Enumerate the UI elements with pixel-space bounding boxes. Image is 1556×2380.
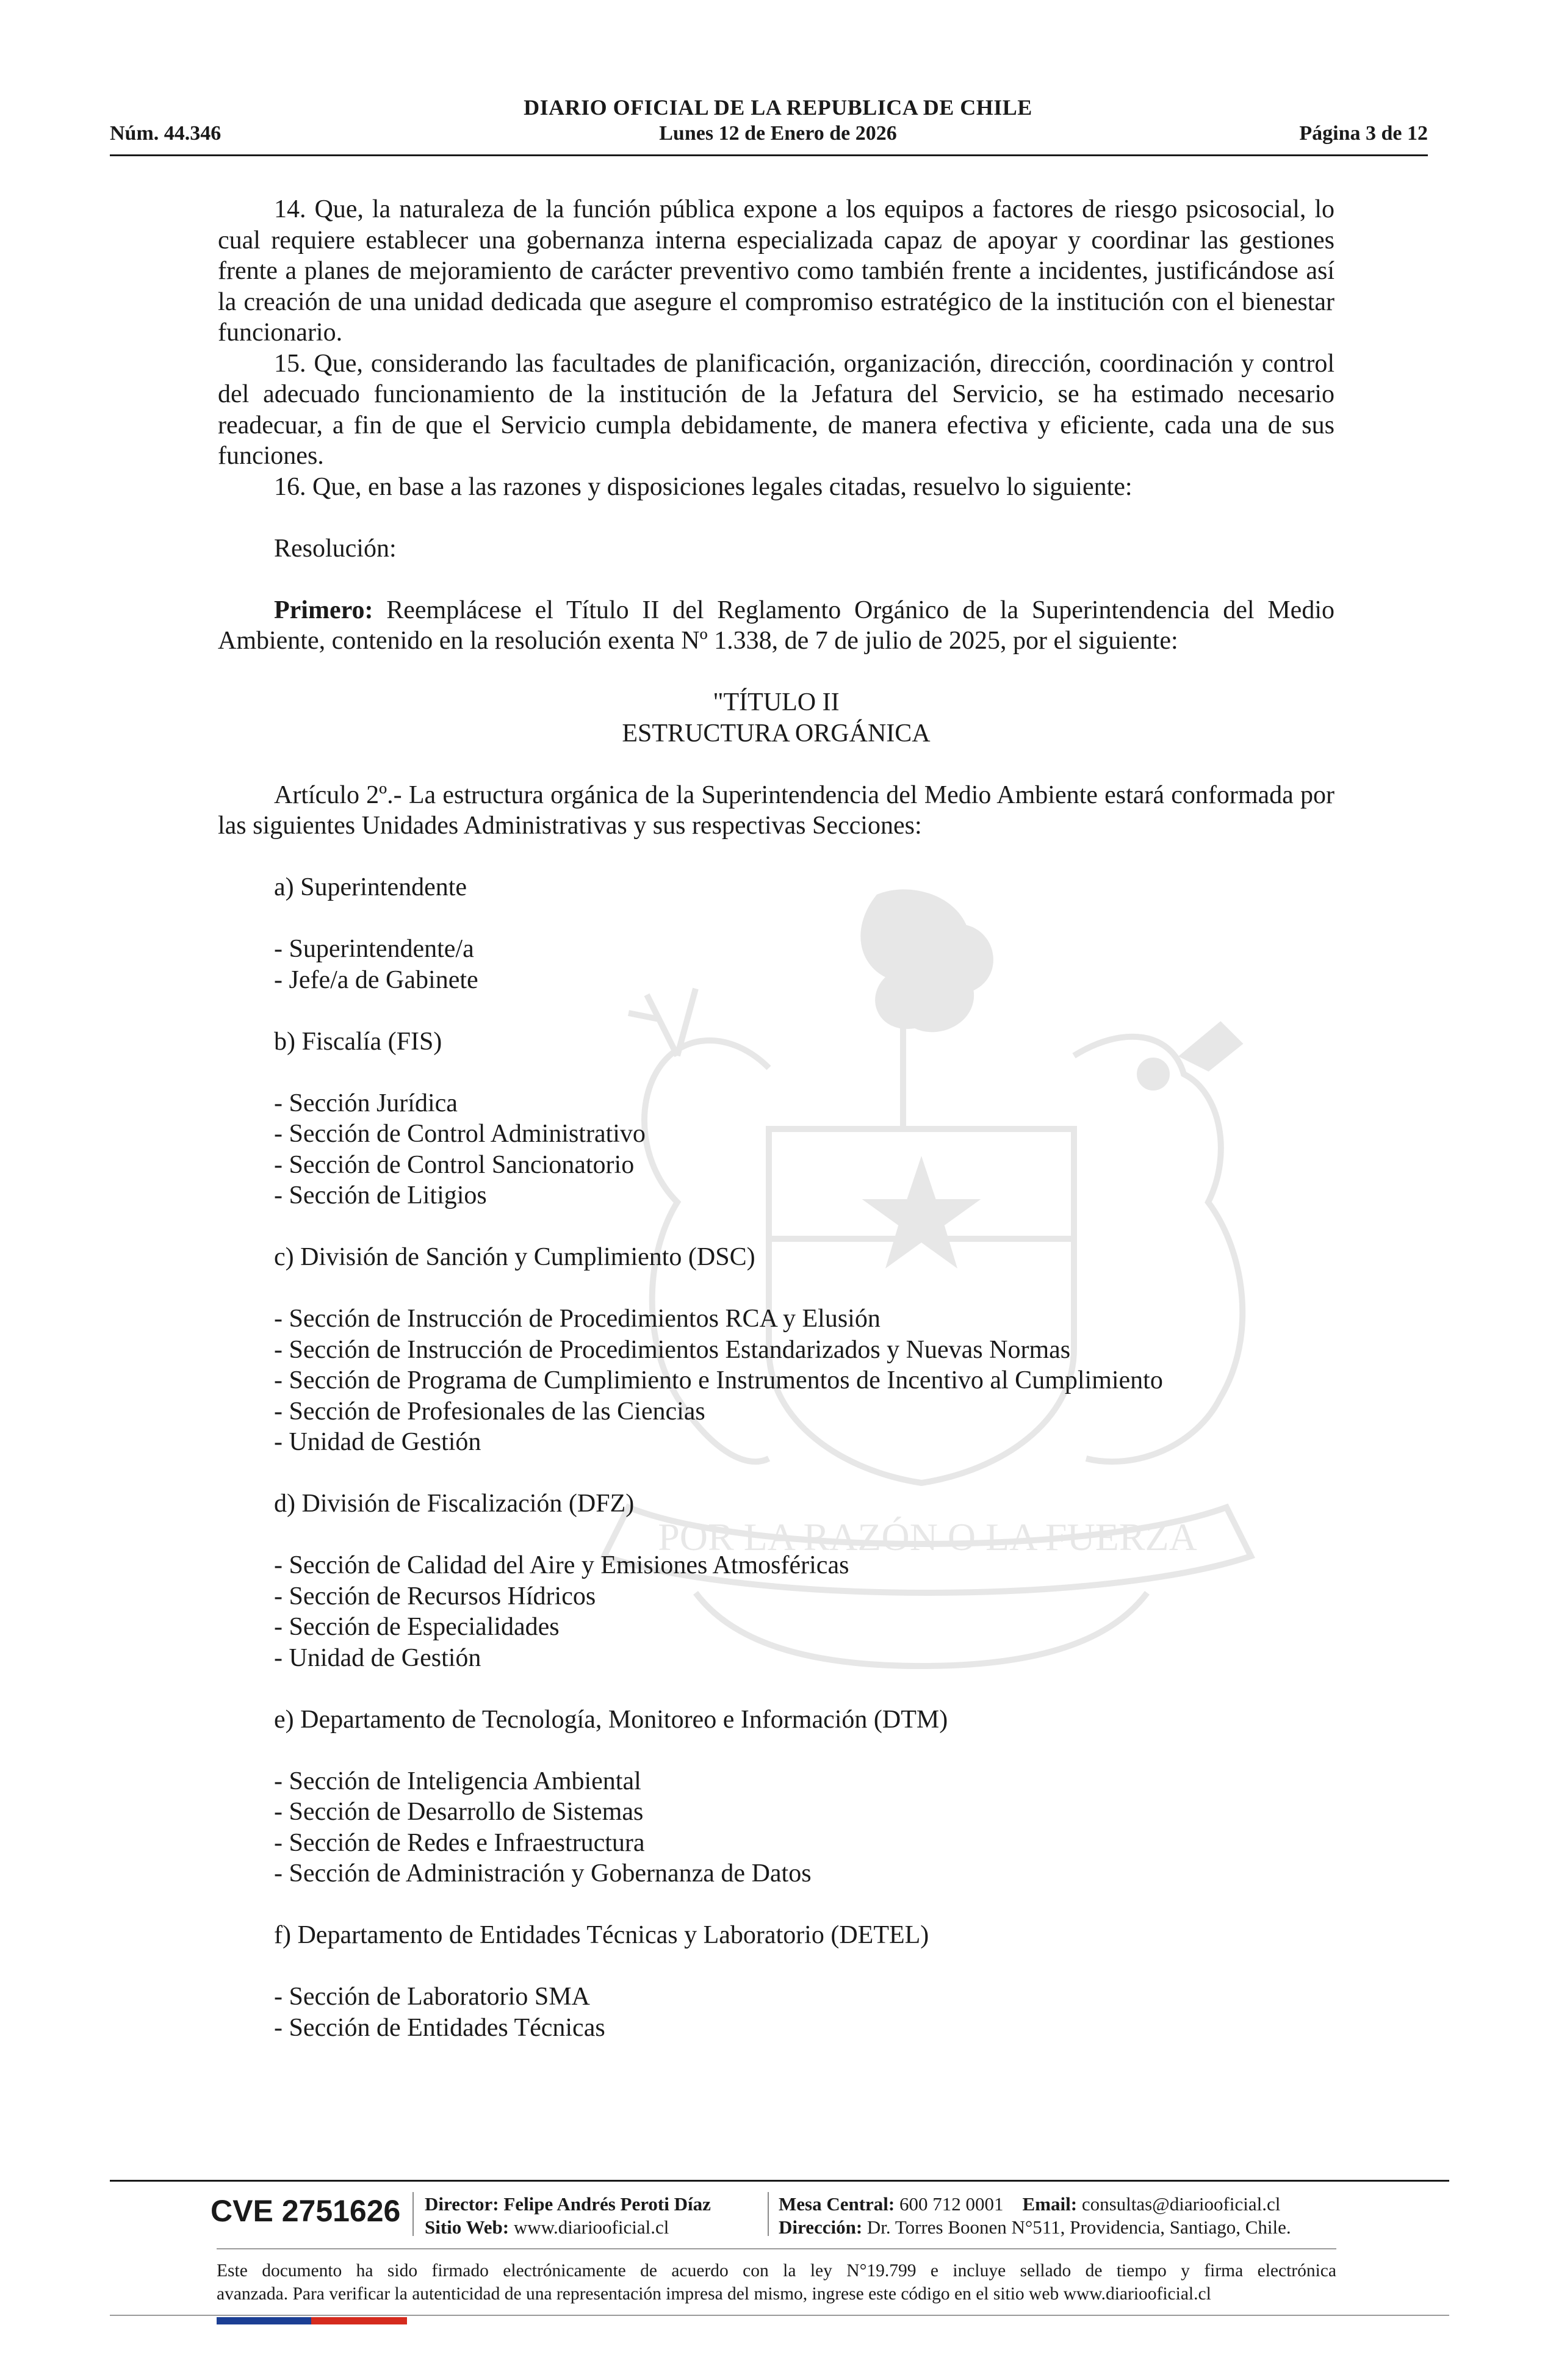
footer-separator (768, 2192, 769, 2236)
list-item: - Sección de Inteligencia Ambiental (274, 1767, 641, 1795)
issue-date: Lunes 12 de Enero de 2026 (659, 122, 897, 145)
email-address[interactable]: consultas@diariooficial.cl (1081, 2193, 1281, 2215)
list-item: - Superintendente/a (274, 935, 474, 963)
list-item: - Sección de Especialidades (274, 1613, 560, 1641)
flag-stripe-red (311, 2317, 407, 2324)
list-item: - Sección de Profesionales de las Ciencias (274, 1397, 705, 1426)
paragraph-15: 15. Que, considerando las facultades de planificación, organización, dirección, coordinación y control del adecuado funcionamiento de la institución de la Jefatura del Servicio, se ha estimado necesario readecuar, a fin de que el Servicio cumpla debidamente, de manera efectiva y eficiente, cada una de sus funciones. (218, 349, 1334, 470)
footer-divider-top (110, 2180, 1449, 2182)
list-item: - Sección de Desarrollo de Sistemas (274, 1798, 644, 1826)
director-label: Director: (425, 2193, 499, 2215)
list-item: - Sección de Instrucción de Procedimientos Estandarizados y Nuevas Normas (274, 1335, 1071, 1364)
list-item: - Sección de Redes e Infraestructura (274, 1828, 645, 1857)
primero-paragraph (218, 595, 1334, 657)
footer-divider-bottom (110, 2315, 1449, 2316)
list-item: - Sección de Administración y Gobernanza de Datos (274, 1859, 812, 1888)
newspaper-title: DIARIO OFICIAL DE LA REPUBLICA DE CHILE (524, 95, 1032, 120)
title-heading-line2: ESTRUCTURA ORGÁNICA (622, 719, 931, 748)
unit-heading-detel: f) Departamento de Entidades Técnicas y Laboratorio (DETEL) (274, 1921, 929, 1949)
unit-heading-superintendente: a) Superintendente (274, 873, 467, 901)
title-heading-line1: "TÍTULO II (713, 688, 840, 716)
address-info (779, 2216, 1291, 2238)
list-item: - Sección de Control Administrativo (274, 1120, 646, 1148)
footer-divider-mid (217, 2248, 1336, 2249)
mesa-label: Mesa Central: (779, 2193, 895, 2215)
page-number: Página 3 de 12 (1299, 122, 1428, 145)
motto-text: POR LA RAZÓN O LA FUERZA (658, 1515, 1197, 1559)
address-text: Dr. Torres Boonen N°511, Providencia, Santiago, Chile. (866, 2216, 1291, 2238)
footer-separator (412, 2192, 414, 2236)
document-body (218, 194, 1334, 2043)
article-2-paragraph: Artículo 2º.- La estructura orgánica de la Superintendencia del Medio Ambiente estará conformada por las siguientes Unidades Administrativas y sus respectivas Secciones: (218, 781, 1334, 840)
primero-text: Reemplácese el Título II del Reglamento Orgánico de la Superintendencia del Medio Ambiente, contenido en la resolución exenta Nº 1.338, de 7 de julio de 2025, por el siguiente: (218, 596, 1334, 655)
resolution-heading: Resolución: (274, 534, 397, 563)
mesa-phone: 600 712 0001 (899, 2193, 1004, 2215)
unit-heading-dsc: c) División de Sanción y Cumplimiento (DSC) (274, 1243, 755, 1271)
list-item: - Sección de Entidades Técnicas (274, 2013, 605, 2042)
website-info (425, 2216, 669, 2238)
list-item: - Sección Jurídica (274, 1089, 458, 1117)
list-item: - Sección de Instrucción de Procedimientos RCA y Elusión (274, 1305, 881, 1333)
unit-heading-dfz: d) División de Fiscalización (DFZ) (274, 1490, 635, 1518)
signature-note-line2: avanzada. Para verificar la autenticidad de una representación impresa del mismo, ingrese este código en el sitio web www.diariooficial.cl (217, 2284, 1211, 2304)
list-item: - Sección de Litigios (274, 1181, 487, 1210)
primero-label: Primero: (274, 596, 373, 624)
list-item: - Jefe/a de Gabinete (274, 965, 478, 994)
issue-number: Núm. 44.346 (110, 122, 222, 145)
paragraph-14: 14. Que, la naturaleza de la función pública expone a los equipos a factores de riesgo psicosocial, lo cual requiere establecer una gobernanza interna especializada capaz de apoyar y coordinar las gestiones frente a planes de mejoramiento de carácter preventivo como también frente a incidentes, justificándose así la creación de una unidad dedicada que asegure el compromiso estratégico de la institución con el bienestar funcionario. (218, 195, 1334, 347)
list-item: - Unidad de Gestión (274, 1643, 481, 1672)
email-label: Email: (1022, 2193, 1078, 2215)
list-item: - Sección de Programa de Cumplimiento e Instrumentos de Incentivo al Cumplimiento (274, 1366, 1163, 1394)
website-label: Sitio Web: (425, 2216, 510, 2238)
signature-note-line1: Este documento ha sido firmado electrónicamente de acuerdo con la ley N°19.799 e incluye sellado de tiempo y firma electrónica (217, 2261, 1336, 2281)
list-item: - Sección de Calidad del Aire y Emisiones Atmosféricas (274, 1551, 849, 1579)
unit-heading-fiscalia: b) Fiscalía (FIS) (274, 1027, 442, 1056)
director-info (425, 2193, 711, 2215)
address-label: Dirección: (779, 2216, 863, 2238)
list-item: - Sección de Laboratorio SMA (274, 1983, 590, 2011)
header-divider (110, 154, 1428, 156)
unit-heading-dtm: e) Departamento de Tecnología, Monitoreo e Información (DTM) (274, 1705, 948, 1734)
contact-info (779, 2193, 1280, 2215)
list-item: - Unidad de Gestión (274, 1428, 481, 1456)
flag-stripe-blue (217, 2317, 311, 2324)
paragraph-16: 16. Que, en base a las razones y disposiciones legales citadas, resuelvo lo siguiente: (274, 472, 1133, 501)
website-link[interactable]: www.diariooficial.cl (513, 2216, 669, 2238)
list-item: - Sección de Control Sancionatorio (274, 1150, 635, 1179)
cve-code: CVE 2751626 (211, 2194, 401, 2228)
director-name: Felipe Andrés Peroti Díaz (503, 2193, 711, 2215)
list-item: - Sección de Recursos Hídricos (274, 1582, 596, 1610)
